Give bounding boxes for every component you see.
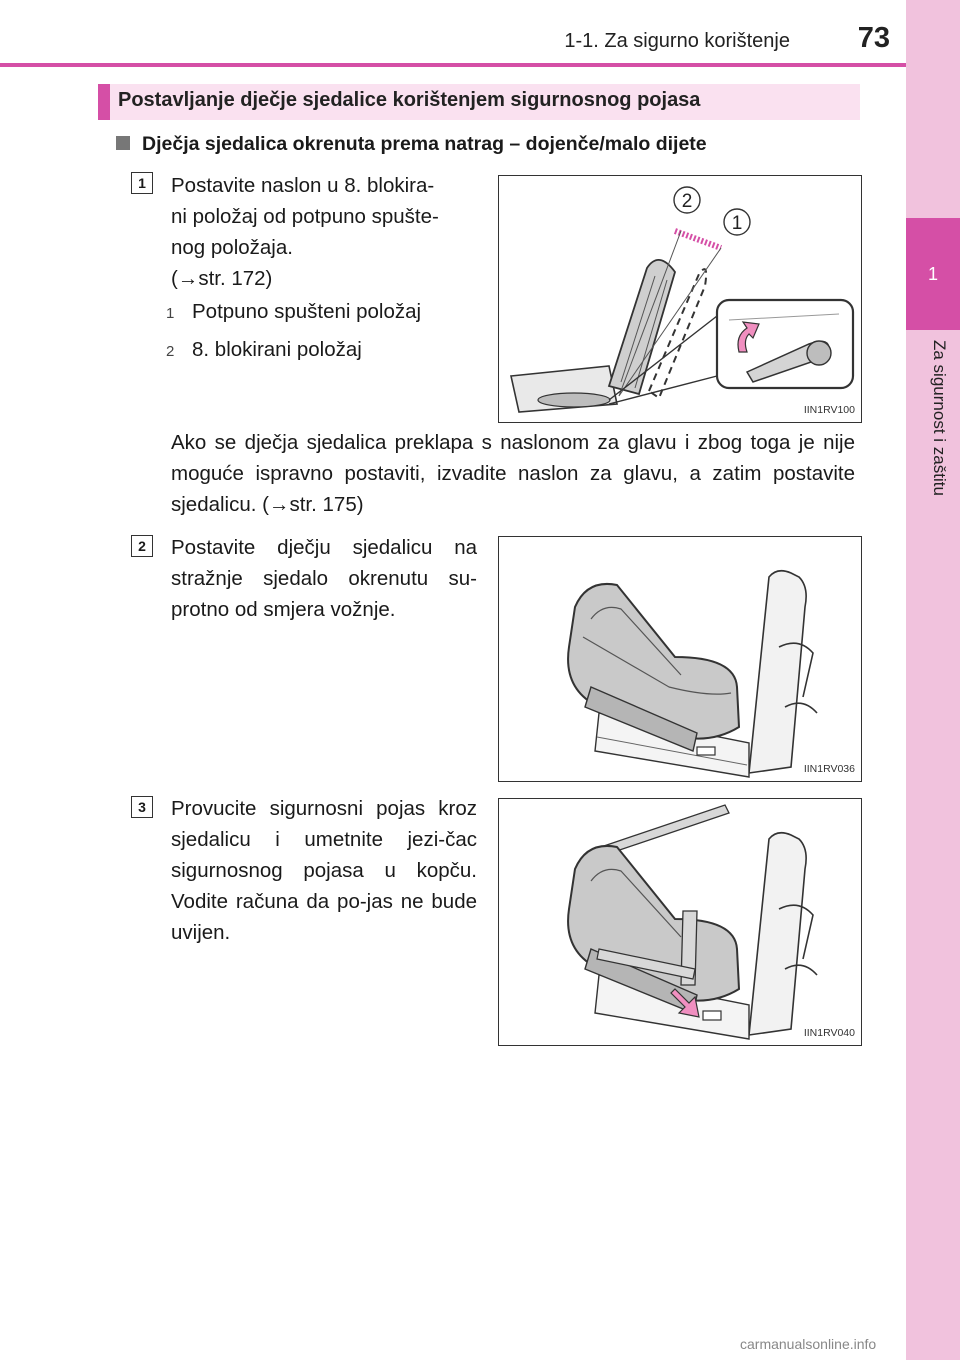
figure-belt-routing [498,798,862,1046]
step-1-badge: 1 [131,172,153,194]
legend-marker: 1 [166,305,175,322]
legend-text: 8. blokirani položaj [192,338,362,361]
callout-1: 1 [731,213,743,234]
watermark: carmanualsonline.info [740,1336,877,1352]
legend-item-2 [166,338,362,362]
legend-item-1 [166,300,421,324]
header-rule [0,63,906,67]
step-1-line: (→str. 172) [171,267,273,290]
subheading [116,133,707,156]
step-1-line: nog položaja. [171,236,293,259]
subheading-text: Dječja sjedalica okrenuta prema natrag – dojenče/malo dijete [142,133,707,155]
figure-code: IIN1RV036 [803,763,855,775]
figure-code: IIN1RV040 [803,1027,855,1039]
section-title: Postavljanje dječje sjedalice korištenjem sigurnosnog pojasa [118,89,701,111]
step-1-line: Postavite naslon u 8. blokira- [171,174,435,197]
chapter-side-strip [906,0,960,1360]
figure-seat-recline [498,175,862,423]
child-seat-placement-illustration [499,537,862,782]
step-3-text: Provucite sigurnosni pojas kroz sjedalicu i umetnite jezi-čac sigurnosnog pojasa u kopču. Vodite računa da po-jas ne bude uvijen. [171,797,477,944]
callout-2: 2 [681,191,693,212]
step-2-badge: 2 [131,535,153,557]
step-3-badge: 3 [131,796,153,818]
square-bullet-icon [116,136,130,150]
step-1-text [171,170,481,294]
chapter-number-tab: 1 [906,218,960,330]
step-2-text: Postavite dječju sjedalicu na stražnje sjedalo okrenutu su-protno od smjera vožnje. [171,536,477,621]
legend-marker: 2 [166,343,175,360]
legend-text: Potpuno spušteni položaj [192,300,422,323]
step-1-line: ni položaj od potpuno spušte- [171,205,439,228]
figure-code: IIN1RV100 [803,404,855,416]
page-number: 73 [857,22,890,54]
step-1-note: Ako se dječja sjedalica preklapa s naslonom za glavu i zbog toga je nije moguće ispravno postaviti, izvadite naslon za glavu, a zatim postavite sjedalicu. (→str. 175) [171,431,855,516]
figure-seat-placement [498,536,862,782]
seat-recline-illustration [499,176,862,423]
chapter-title-vertical: Za sigurnost i zaštitu [930,340,949,496]
section-title-band [98,84,860,120]
belt-routing-illustration [499,799,862,1046]
running-header-section: 1-1. Za sigurno korištenje [564,30,790,52]
